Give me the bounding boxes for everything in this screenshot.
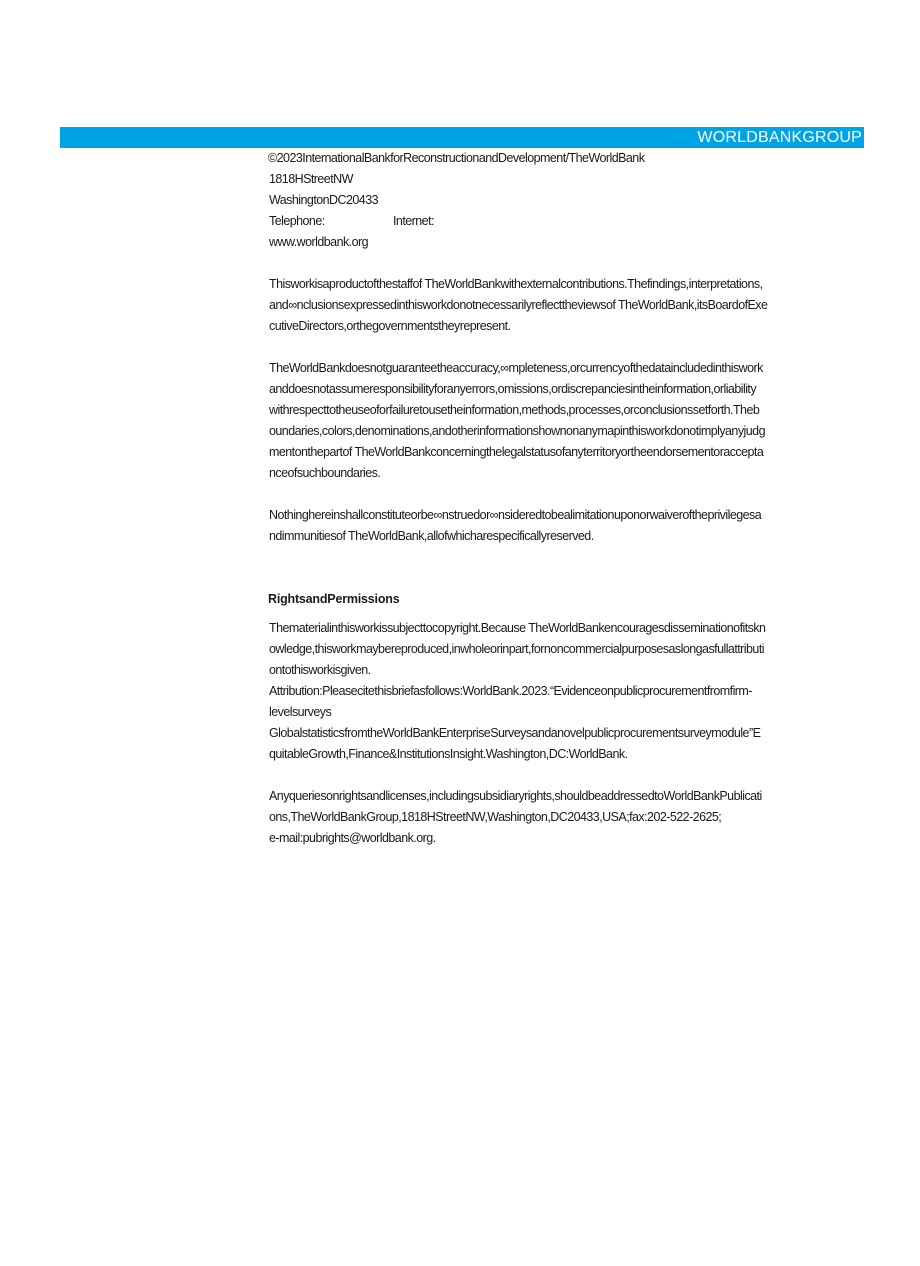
text-line: TheWorldBankdoesnotguaranteetheaccuracy,∞mpleteness,orcurrencyofthedataincludedinthiswork [269,361,763,375]
text-line: nceofsuchboundaries. [269,466,381,480]
attribution-paragraph [268,681,862,765]
text-line: oundaries,colors,denominations,andotherinformationshownonanymapinthisworkdonotimplyanyjudg [269,424,765,438]
text-line: and∞nclusionsexpressedinthisworkdonotnecessarilyreflecttheviewsof TheWorldBank,itsBoardofExe [269,298,768,312]
text-line: Nothinghereinshallconstituteorbe∞nstruedor∞nsideredtobealimitationuponorwaiveroftheprivilegesa [269,508,762,522]
text-line: Anyqueriesonrightsandlicenses,includingsubsidiaryrights,shouldbeaddressedtoWorldBankPublicati [269,789,762,803]
telephone-label: Telephone: [269,214,325,228]
text-line: Thematerialinthisworkissubjecttocopyright.Because TheWorldBankencouragesdisseminationofitskn [269,621,766,635]
header-bar [60,127,864,148]
text-line: levelsurveys [269,705,332,719]
city-line: WashingtonDC20433 [269,193,379,207]
text-line: withrespecttotheuseoforfailuretousetheinformation,methods,processes,orconclusionssetforth.Theb [269,403,760,417]
disclaimer-paragraph-2 [268,358,862,484]
text-line: Thisworkisaproductofthestaffof TheWorldBankwithexternalcontributions.Thefindings,interpretations, [269,277,763,291]
address-block [268,148,862,253]
text-line: cutiveDirectors,orthegovernmentstheyrepresent. [269,319,511,333]
text-line: Attribution:Pleasecitethisbriefasfollows:WorldBank.2023.“Evidenceonpublicprocurementfromfirm- [269,684,752,698]
queries-paragraph [268,786,862,849]
text-line: quitableGrowth,Finance&InstitutionsInsight.Washington,DC:WorldBank. [269,747,628,761]
internet-label: Internet: [393,214,434,228]
text-line: anddoesnotassumeresponsibilityforanyerrors,omissions,ordiscrepanciesintheinformation,orliability [269,382,757,396]
street-line: 1818HStreetNW [269,172,353,186]
website-link[interactable]: www.worldbank.org [269,235,369,249]
text-line: GlobalstatisticsfromtheWorldBankEnterpriseSurveysandanovelpublicprocurementsurveymodule”E [269,726,761,740]
legal-page-content [268,148,862,849]
text-line: ontothisworkisgiven. [269,663,371,677]
email-line[interactable]: e-mail:pubrights@worldbank.org. [269,831,436,845]
text-line: owledge,thisworkmaybereproduced,inwholeorinpart,fornoncommercialpurposesaslongasfullattributi [269,642,764,656]
contact-row [268,211,862,232]
text-line: mentonthepartof TheWorldBankconcerningthelegalstatusofanyterritoryortheendorsementoraccepta [269,445,764,459]
text-line: ons,TheWorldBankGroup,1818HStreetNW,Washington,DC20433,USA;fax:202-522-2625; [269,810,722,824]
text-line: ndimmunitiesof TheWorldBank,allofwhicharespecificallyreserved. [269,529,594,543]
brand-wordmark: WORLDBANKGROUP [697,129,862,146]
disclaimer-paragraph-3 [268,505,862,547]
rights-section-title: RightsandPermissions [268,592,400,606]
rights-paragraph [268,618,862,681]
disclaimer-paragraph-1 [268,274,862,337]
copyright-line: ©2023InternationalBankforReconstructionandDevelopment/TheWorldBank [268,151,645,165]
